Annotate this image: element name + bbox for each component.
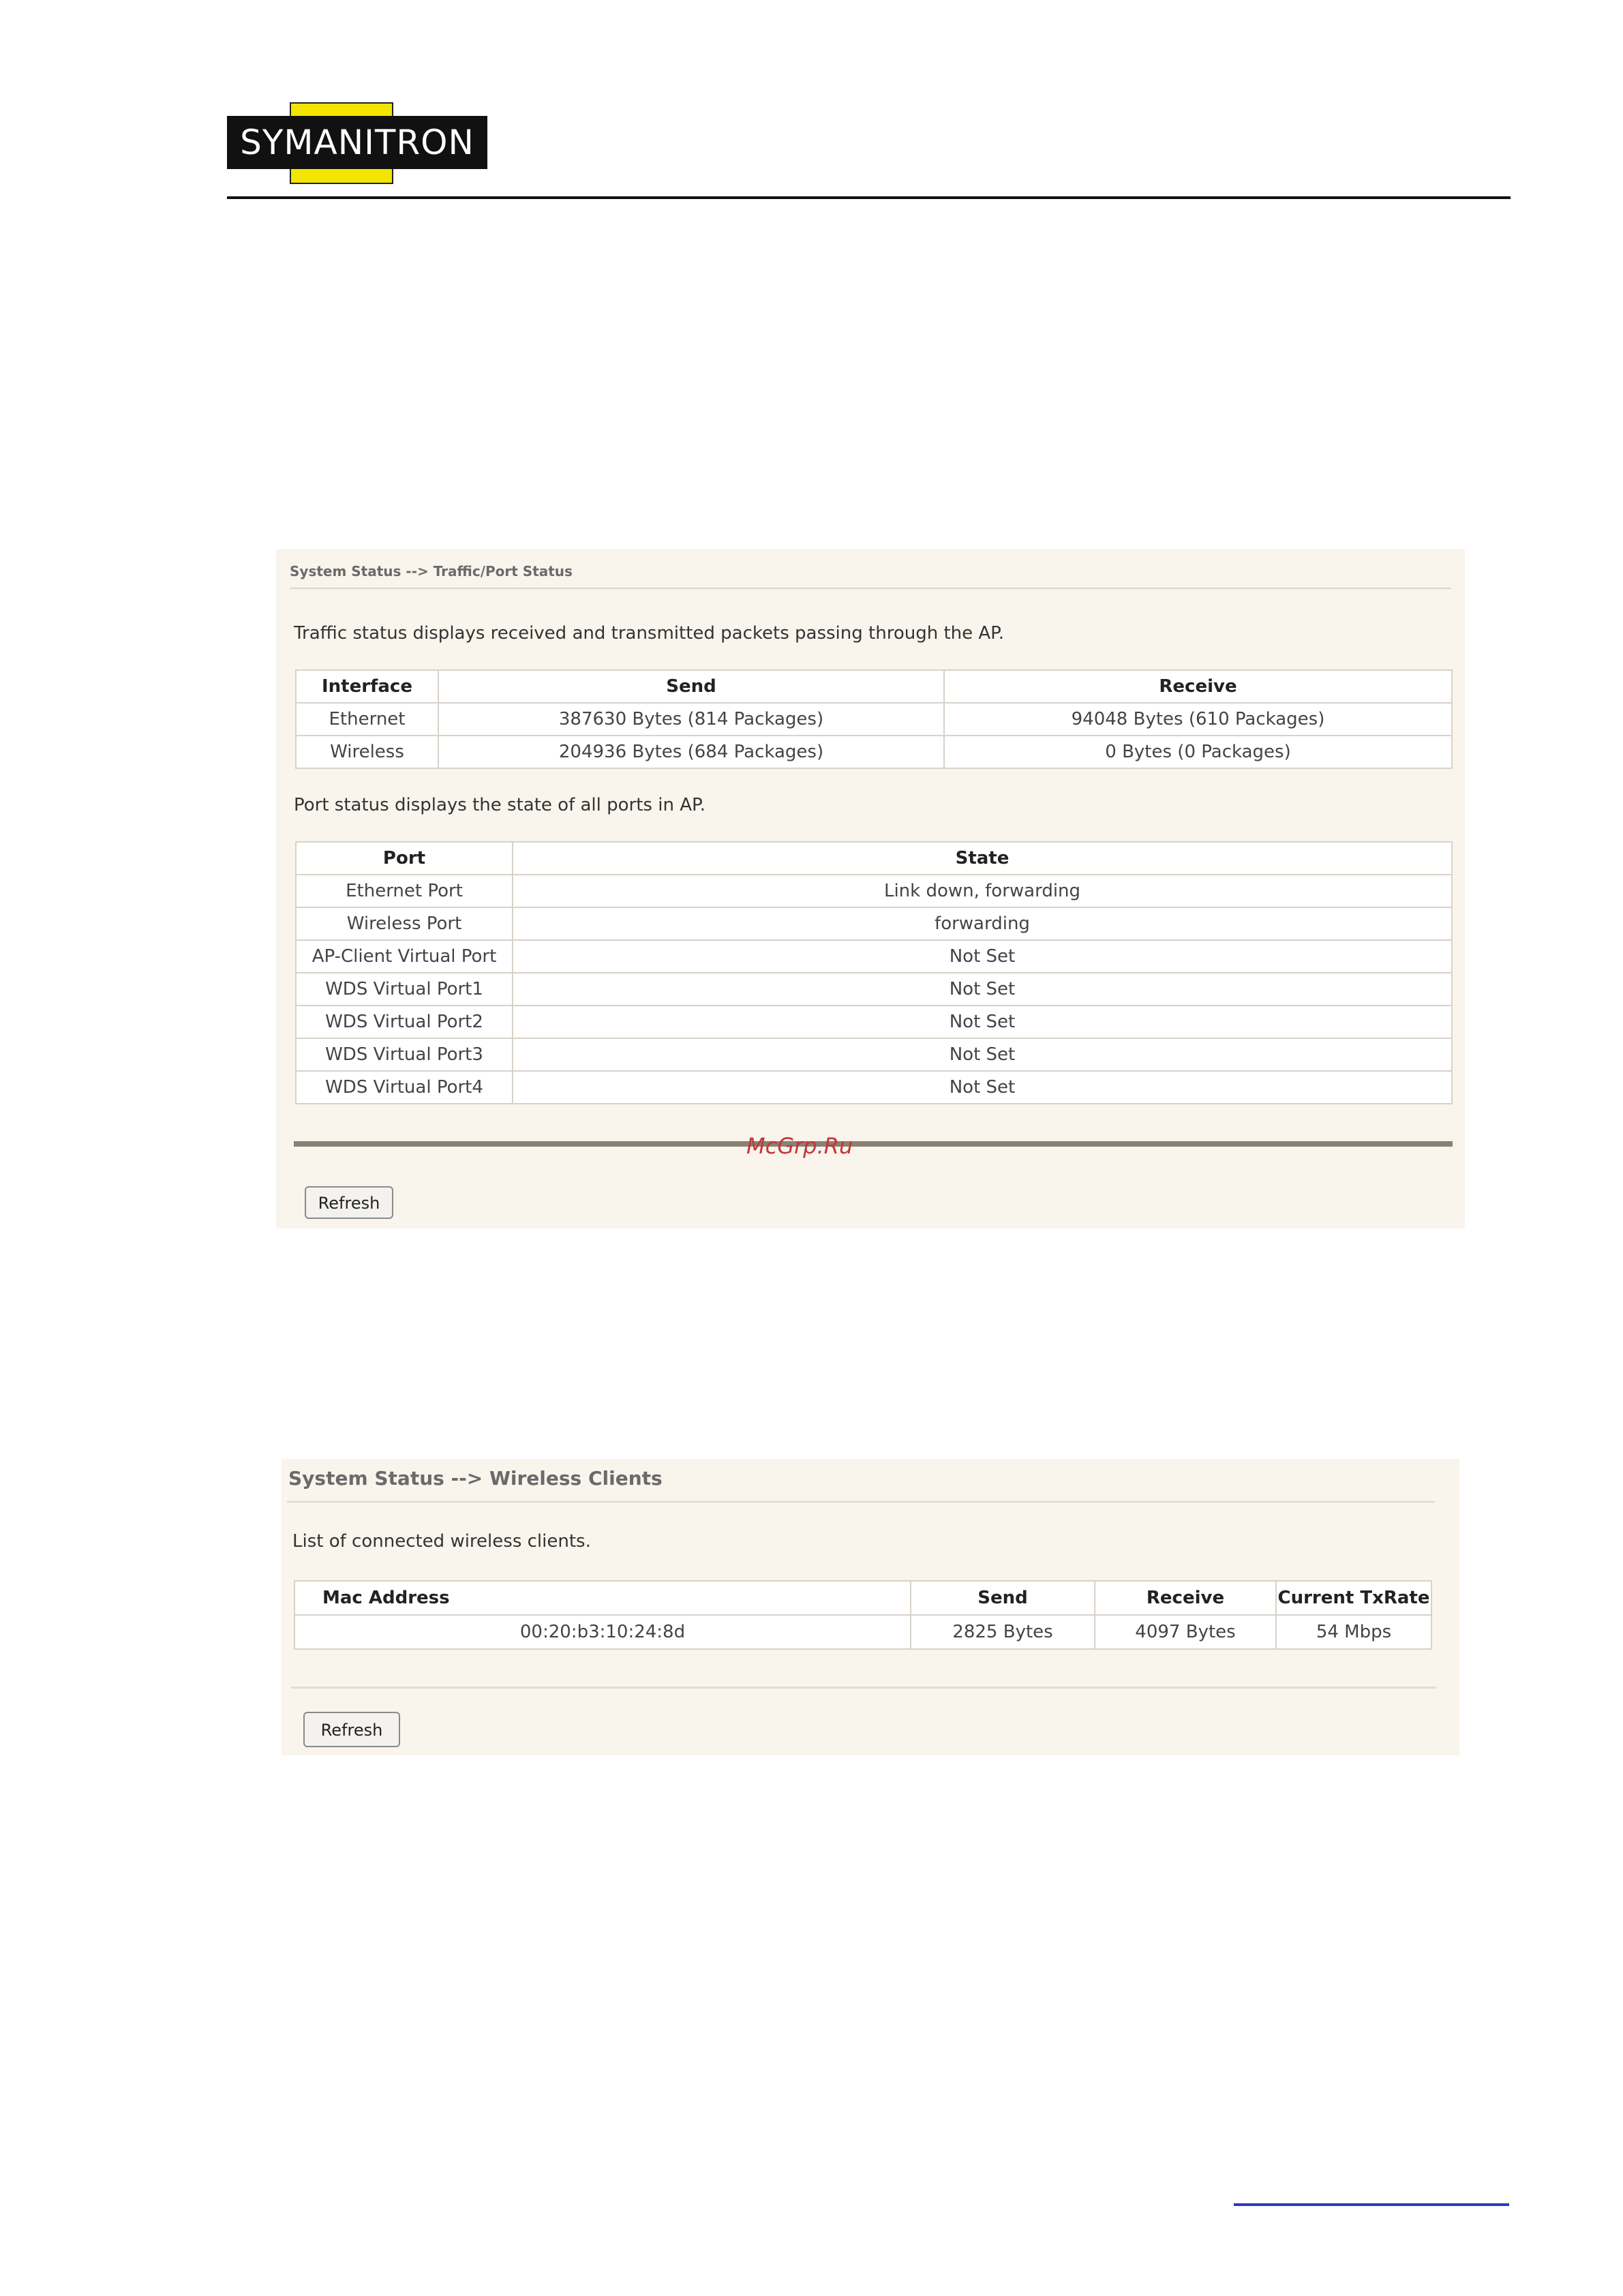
column-header-state: State <box>513 842 1452 875</box>
cell-mac-address: 00:20:b3:10:24:8d <box>294 1615 911 1649</box>
column-header-receive: Receive <box>944 670 1452 703</box>
cell-state: Not Set <box>513 973 1452 1006</box>
cell-port: WDS Virtual Port3 <box>296 1038 513 1071</box>
port-description: Port status displays the state of all ports in AP. <box>294 795 706 815</box>
cell-state: forwarding <box>513 907 1452 940</box>
wireless-clients-panel <box>282 1459 1459 1755</box>
table-row <box>296 703 1452 736</box>
column-header-port: Port <box>296 842 513 875</box>
cell-interface: Ethernet <box>296 703 438 736</box>
table-header-row <box>296 842 1452 875</box>
port-table <box>295 841 1453 1104</box>
table-row <box>296 940 1452 973</box>
column-header-interface: Interface <box>296 670 438 703</box>
breadcrumb: System Status --> Traffic/Port Status <box>290 563 573 579</box>
symanitron-logo <box>227 102 487 184</box>
table-row <box>296 1038 1452 1071</box>
table-row <box>296 1071 1452 1104</box>
table-row <box>296 875 1452 907</box>
table-header-row <box>294 1581 1431 1615</box>
table-row <box>294 1615 1431 1649</box>
traffic-table <box>295 669 1453 769</box>
table-header-row <box>296 670 1452 703</box>
logo-text: SYMANITRON <box>240 123 474 162</box>
clients-description: List of connected wireless clients. <box>292 1531 591 1552</box>
table-row <box>296 1006 1452 1038</box>
section-divider <box>294 1141 1453 1147</box>
cell-current-txrate: 54 Mbps <box>1276 1615 1431 1649</box>
cell-state: Not Set <box>513 1006 1452 1038</box>
cell-interface: Wireless <box>296 736 438 768</box>
header-divider <box>227 196 1511 199</box>
cell-send: 2825 Bytes <box>911 1615 1095 1649</box>
cell-receive: 94048 Bytes (610 Packages) <box>944 703 1452 736</box>
watermark: McGrp.Ru <box>746 1133 853 1159</box>
cell-state: Not Set <box>513 940 1452 973</box>
table-row <box>296 973 1452 1006</box>
column-header-send: Send <box>438 670 944 703</box>
cell-port: AP-Client Virtual Port <box>296 940 513 973</box>
cell-port: WDS Virtual Port1 <box>296 973 513 1006</box>
table-row <box>296 907 1452 940</box>
traffic-description: Traffic status displays received and transmitted packets passing through the AP. <box>294 623 1005 644</box>
traffic-port-status-panel <box>276 549 1465 1228</box>
refresh-button[interactable]: Refresh <box>305 1186 393 1219</box>
cell-port: WDS Virtual Port2 <box>296 1006 513 1038</box>
column-header-mac-address: Mac Address <box>294 1581 911 1615</box>
breadcrumb: System Status --> Wireless Clients <box>288 1467 663 1490</box>
cell-port: Ethernet Port <box>296 875 513 907</box>
cell-send: 204936 Bytes (684 Packages) <box>438 736 944 768</box>
cell-send: 387630 Bytes (814 Packages) <box>438 703 944 736</box>
table-row <box>296 736 1452 768</box>
cell-state: Not Set <box>513 1071 1452 1104</box>
section-divider <box>291 1687 1436 1689</box>
wireless-clients-table <box>294 1580 1432 1650</box>
cell-state: Link down, forwarding <box>513 875 1452 907</box>
cell-receive: 4097 Bytes <box>1095 1615 1276 1649</box>
column-header-receive: Receive <box>1095 1581 1276 1615</box>
cell-receive: 0 Bytes (0 Packages) <box>944 736 1452 768</box>
column-header-current-txrate: Current TxRate <box>1276 1581 1431 1615</box>
footer-link-underline[interactable] <box>1234 2203 1509 2206</box>
column-header-send: Send <box>911 1581 1095 1615</box>
refresh-button[interactable]: Refresh <box>303 1712 400 1747</box>
cell-port: WDS Virtual Port4 <box>296 1071 513 1104</box>
breadcrumb-divider <box>287 1501 1435 1502</box>
cell-port: Wireless Port <box>296 907 513 940</box>
breadcrumb-divider <box>290 588 1451 589</box>
cell-state: Not Set <box>513 1038 1452 1071</box>
